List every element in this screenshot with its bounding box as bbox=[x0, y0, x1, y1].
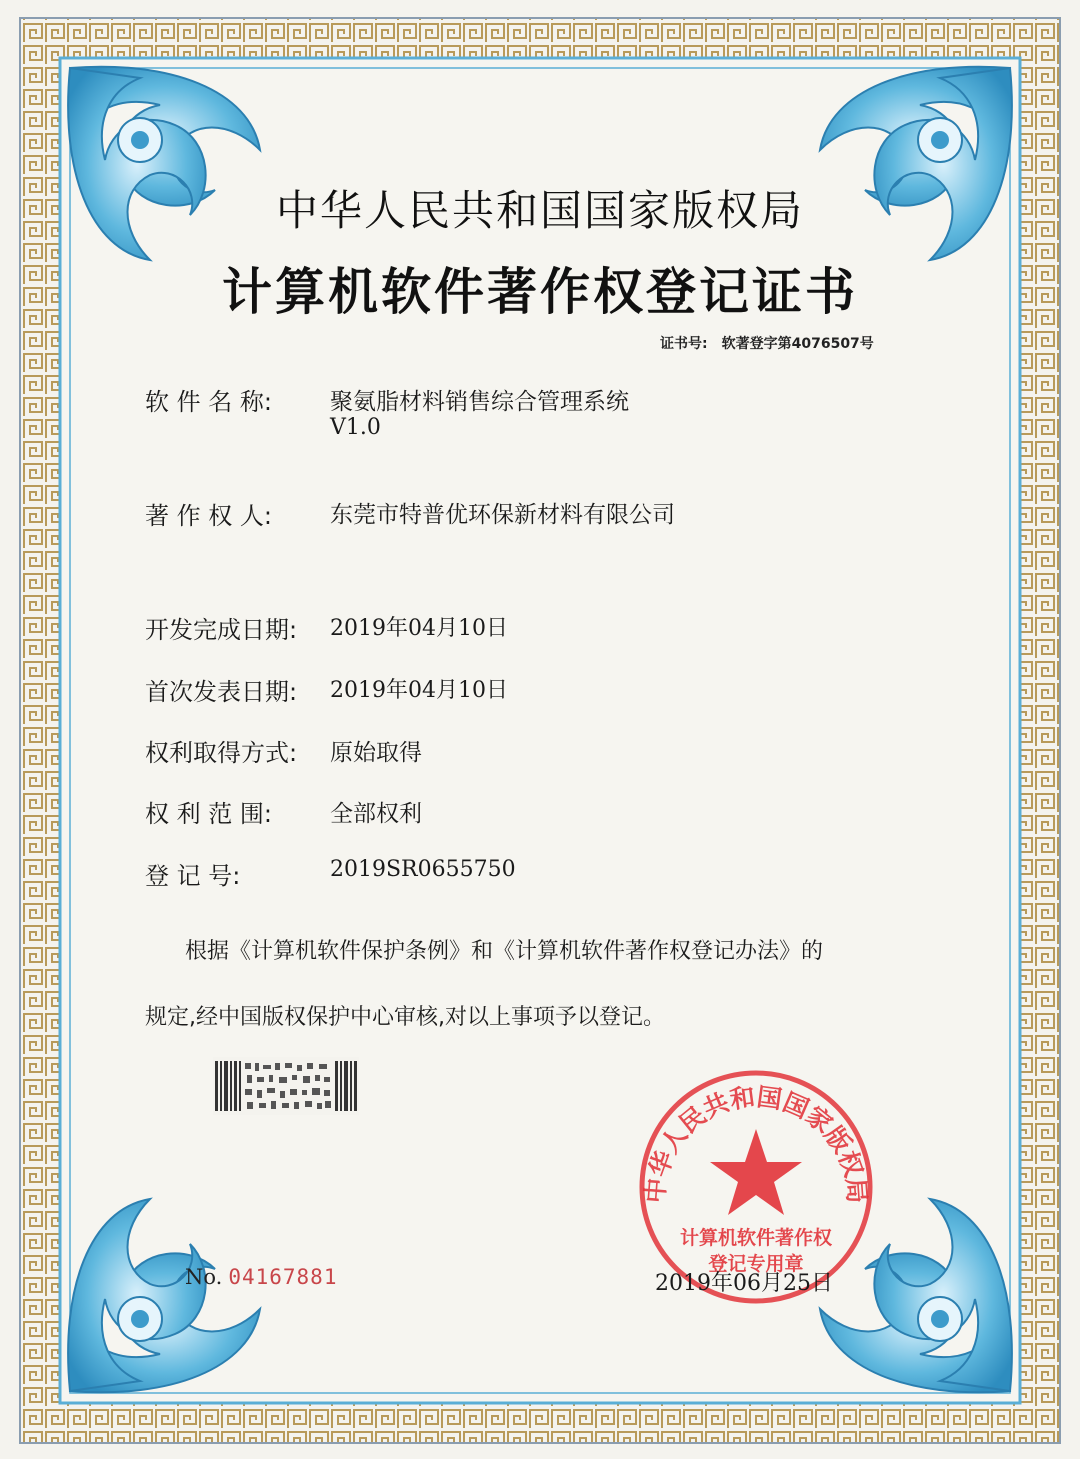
rights-scope-value: 全部权利 bbox=[330, 801, 422, 827]
issuer-title: 中华人民共和国国家版权局 bbox=[275, 186, 804, 235]
certificate-number-value: 软著登字第4076507号 bbox=[721, 336, 874, 352]
serial-number bbox=[185, 1265, 337, 1289]
development-date-value: 2019年04月10日 bbox=[330, 616, 508, 641]
serial-number-value: 04167881 bbox=[228, 1265, 338, 1289]
barcode-graphic bbox=[213, 1057, 359, 1115]
seal-star-icon bbox=[710, 1129, 802, 1215]
first-publish-date-label: 首次发表日期: bbox=[145, 678, 298, 706]
serial-prefix: No. bbox=[185, 1265, 223, 1289]
development-date-label: 开发完成日期: bbox=[145, 616, 298, 644]
copyright-owner-value: 东莞市特普优环保新材料有限公司 bbox=[330, 502, 675, 528]
statement-line-2: 规定,经中国版权保护中心审核,对以上事项予以登记。 bbox=[145, 1005, 665, 1030]
certificate-title: 计算机软件著作权登记证书 bbox=[222, 263, 858, 321]
statement-line-1: 根据《计算机软件保护条例》和《计算机软件著作权登记办法》的 bbox=[185, 939, 824, 964]
registration-number-label: 登 记 号: bbox=[145, 862, 241, 890]
seal-inner-line-1: 计算机软件著作权 bbox=[679, 1227, 833, 1249]
software-version-value: V1.0 bbox=[330, 415, 381, 440]
certificate-number bbox=[660, 333, 888, 353]
acquisition-method-label: 权利取得方式: bbox=[145, 739, 298, 767]
first-publish-date-value: 2019年04月10日 bbox=[330, 678, 508, 703]
seal-outer-text: 中华人民共和国国家版权局 bbox=[640, 1082, 872, 1205]
certificate-number-label: 证书号: bbox=[660, 336, 708, 352]
rights-scope-label: 权 利 范 围: bbox=[145, 800, 272, 828]
seal-inner-line-2: 登记专用章 bbox=[708, 1253, 804, 1275]
software-name-label: 软 件 名 称: bbox=[145, 388, 272, 416]
software-name-value: 聚氨脂材料销售综合管理系统 bbox=[330, 389, 629, 415]
acquisition-method-value: 原始取得 bbox=[330, 740, 422, 766]
issue-date: 2019年06月25日 bbox=[655, 1271, 833, 1296]
copyright-owner-label: 著 作 权 人: bbox=[145, 502, 272, 530]
registration-number-value: 2019SR0655750 bbox=[330, 857, 516, 882]
